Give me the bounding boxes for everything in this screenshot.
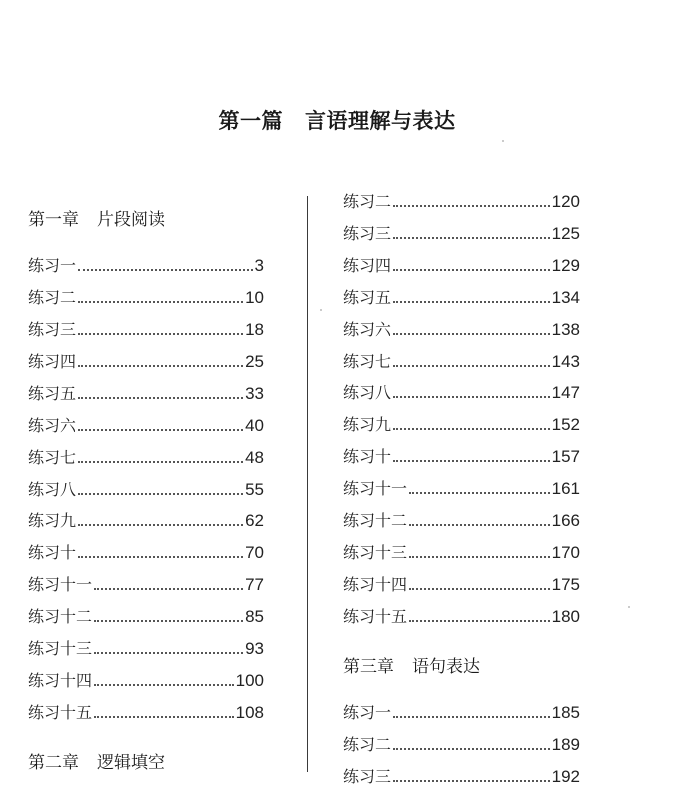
toc-entry-label: 练习九 (28, 511, 77, 531)
dot-leader (409, 492, 550, 494)
toc-entry[interactable] (343, 603, 580, 627)
toc-entry-page: 10 (245, 287, 264, 307)
toc-entry-page: 170 (551, 542, 580, 562)
toc-entry-label: 练习七 (28, 447, 77, 467)
dot-leader (393, 237, 550, 239)
toc-entry-label: 练习十四 (28, 671, 93, 691)
toc-entry[interactable] (343, 220, 580, 244)
toc-entry[interactable] (343, 507, 580, 531)
toc-entry-page: 70 (245, 543, 264, 563)
dot-leader (78, 524, 243, 526)
part-number: 第一篇 (218, 109, 283, 133)
dot-leader (78, 493, 243, 495)
toc-entry-label: 练习二 (343, 734, 392, 754)
toc-entry-label: 练习十 (343, 447, 392, 467)
toc-entry[interactable] (343, 763, 580, 787)
toc-entry-page: 48 (245, 447, 264, 467)
scan-speck (628, 606, 630, 608)
toc-entry-label: 练习五 (343, 287, 392, 307)
toc-entry-label: 练习六 (28, 415, 77, 435)
dot-leader (409, 620, 550, 622)
dot-leader (393, 301, 550, 303)
toc-entry-label: 练习五 (28, 383, 77, 403)
dot-leader (393, 396, 550, 398)
dot-leader (94, 620, 243, 622)
chapter-name: 逻辑填空 (97, 753, 165, 773)
toc-entry[interactable] (28, 635, 264, 659)
toc-entry[interactable] (28, 380, 264, 404)
dot-leader (393, 748, 550, 750)
toc-entry-label: 练习十 (28, 543, 77, 563)
toc-entry-page: 189 (551, 734, 580, 754)
toc-entry-page: 143 (551, 351, 580, 371)
toc-entry[interactable] (343, 188, 580, 212)
toc-entry[interactable] (343, 252, 580, 276)
dot-leader (78, 429, 243, 431)
dot-leader (78, 397, 243, 399)
toc-entry-label: 练习十二 (28, 607, 93, 627)
dot-leader (94, 588, 243, 590)
dot-leader (393, 269, 550, 271)
chapter-number: 第三章 (343, 657, 394, 677)
toc-entry-label: 练习八 (343, 383, 392, 403)
toc-entry[interactable] (343, 411, 580, 435)
toc-entry-page: 192 (551, 766, 580, 786)
toc-entry-page: 93 (245, 639, 264, 659)
chapter-heading[interactable] (28, 205, 165, 230)
dot-leader (393, 716, 550, 718)
toc-entry[interactable] (343, 571, 580, 595)
toc-entry-label: 练习一 (343, 703, 392, 722)
column-divider (307, 196, 308, 772)
dot-leader (78, 461, 243, 463)
toc-entry-page: 157 (551, 447, 580, 467)
toc-entry-label: 练习一 (28, 256, 77, 275)
toc-entry[interactable] (343, 539, 580, 563)
chapter-number: 第一章 (28, 210, 79, 230)
dot-leader (78, 301, 243, 303)
toc-entry-page: 25 (245, 351, 264, 371)
toc-entry-page: 62 (245, 511, 264, 531)
dot-leader (78, 556, 243, 558)
toc-entry-page: 147 (551, 383, 580, 403)
toc-entry-page: 55 (245, 479, 264, 499)
dot-leader (393, 460, 550, 462)
toc-entry-label: 练习十五 (28, 703, 93, 723)
toc-entry-page: 152 (551, 415, 580, 435)
dot-leader (94, 684, 234, 686)
toc-entry-label: 练习六 (343, 319, 392, 339)
toc-entry[interactable] (343, 316, 580, 340)
toc-entry-page: 108 (235, 703, 264, 723)
toc-entry-page: 138 (551, 319, 580, 339)
toc-entry[interactable] (28, 476, 264, 500)
chapter-heading[interactable] (28, 748, 165, 773)
dot-leader (409, 588, 550, 590)
toc-entry[interactable] (343, 284, 580, 308)
toc-entry[interactable] (343, 475, 580, 499)
toc-entry-page: 134 (551, 287, 580, 307)
dot-leader (393, 428, 550, 430)
toc-entry-page: 77 (245, 575, 264, 595)
dot-leader (94, 652, 243, 654)
toc-entry[interactable] (28, 699, 264, 723)
toc-entry-label: 练习十三 (28, 639, 93, 659)
toc-entry-label: 练习三 (343, 223, 392, 243)
toc-entry[interactable] (28, 539, 264, 563)
scan-speck (502, 140, 504, 142)
toc-entry-label: 练习四 (28, 351, 77, 371)
chapter-name: 语句表达 (412, 657, 480, 677)
toc-entry[interactable] (343, 379, 580, 403)
toc-entry-page: 18 (245, 319, 264, 339)
part-title (0, 105, 674, 135)
toc-entry-label: 练习二 (28, 287, 77, 307)
toc-entry[interactable] (28, 667, 264, 691)
toc-entry-page: 40 (245, 415, 264, 435)
dot-leader (78, 269, 253, 271)
toc-entry-label: 练习十二 (343, 511, 408, 530)
toc-entry[interactable] (343, 348, 580, 372)
dot-leader (393, 205, 550, 207)
part-name: 言语理解与表达 (305, 109, 456, 133)
toc-entry[interactable] (28, 571, 264, 595)
toc-entry-page: 129 (551, 255, 580, 275)
toc-entry-page: 3 (254, 256, 264, 275)
scan-speck (320, 309, 322, 311)
toc-entry-page: 33 (245, 383, 264, 403)
toc-entry-label: 练习八 (28, 479, 77, 499)
toc-entry-label: 练习十一 (343, 479, 408, 499)
toc-entry-label: 练习十五 (343, 606, 408, 626)
toc-entry-page: 180 (551, 606, 580, 626)
chapter-heading[interactable] (343, 652, 480, 677)
dot-leader (393, 780, 550, 782)
toc-entry-page: 185 (551, 703, 580, 722)
toc-entry-label: 练习十四 (343, 574, 408, 594)
chapter-name: 片段阅读 (97, 210, 165, 230)
toc-entry-page: 120 (551, 192, 580, 211)
toc-entry-label: 练习二 (343, 192, 392, 211)
toc-entry-label: 练习三 (343, 766, 392, 786)
toc-entry[interactable] (343, 731, 580, 755)
toc-entry-label: 练习九 (343, 415, 392, 435)
toc-entry-label: 练习十三 (343, 542, 408, 562)
toc-entry-page: 175 (551, 574, 580, 594)
dot-leader (78, 365, 243, 367)
chapter-number: 第二章 (28, 753, 79, 773)
toc-entry-label: 练习四 (343, 255, 392, 275)
toc-entry[interactable] (343, 443, 580, 467)
toc-entry[interactable] (28, 316, 264, 340)
dot-leader (78, 333, 243, 335)
toc-entry-page: 100 (235, 671, 264, 691)
toc-entry-page: 166 (551, 511, 580, 530)
dot-leader (409, 556, 550, 558)
toc-entry[interactable] (28, 603, 264, 627)
toc-entry[interactable] (28, 507, 264, 531)
toc-entry[interactable] (28, 444, 264, 468)
toc-entry[interactable] (28, 412, 264, 436)
dot-leader (94, 716, 234, 718)
toc-entry[interactable] (28, 348, 264, 372)
toc-entry[interactable] (28, 284, 264, 308)
toc-entry[interactable] (28, 252, 264, 276)
dot-leader (393, 333, 550, 335)
toc-entry-label: 练习十一 (28, 575, 93, 595)
toc-entry-page: 85 (245, 607, 264, 627)
dot-leader (409, 524, 550, 526)
toc-entry[interactable] (343, 699, 580, 723)
dot-leader (393, 365, 550, 367)
toc-entry-label: 练习七 (343, 351, 392, 371)
toc-entry-label: 练习三 (28, 319, 77, 339)
toc-entry-page: 125 (551, 223, 580, 243)
toc-entry-page: 161 (551, 479, 580, 499)
